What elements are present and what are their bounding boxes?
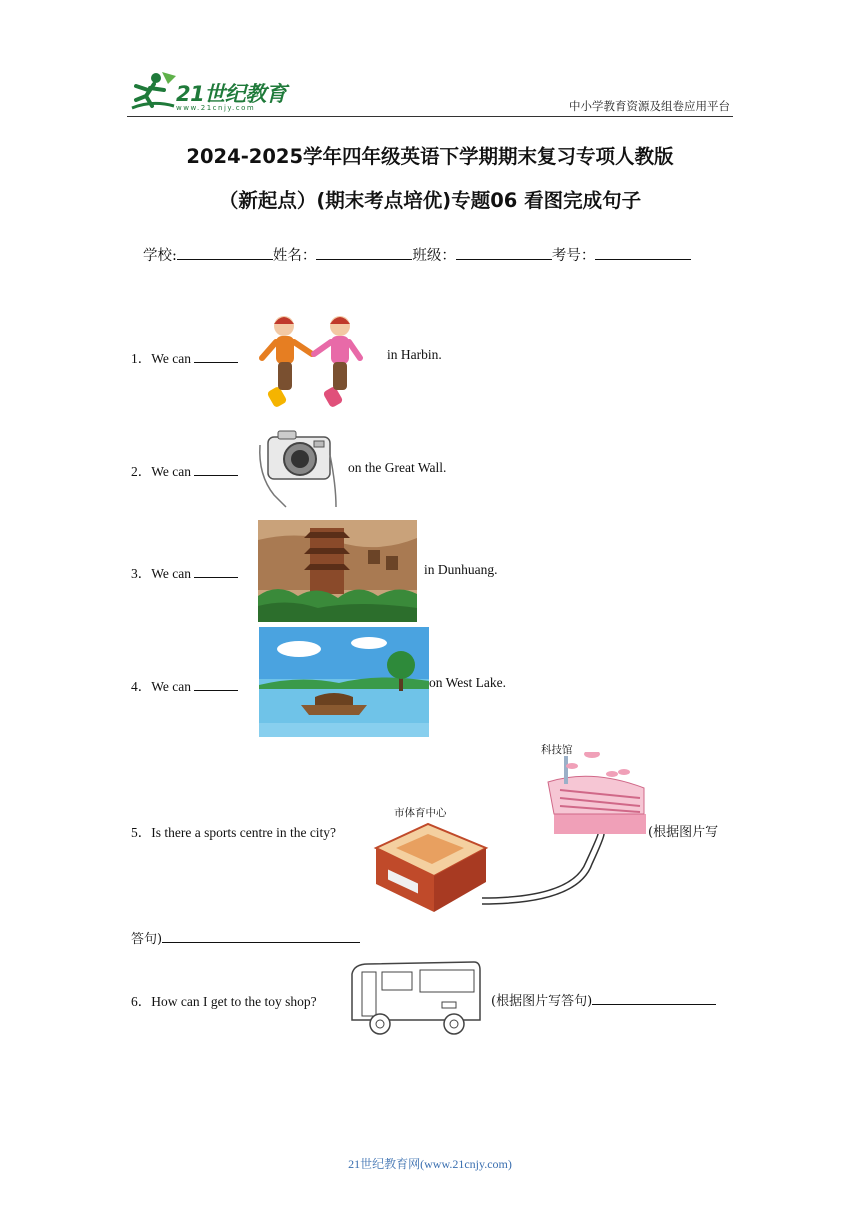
name-label: 姓名： (272, 248, 317, 264)
answer-blank-2[interactable] (194, 463, 238, 476)
page-footer: 21世纪教育网(www.21cnjy.com) (348, 1157, 512, 1171)
header-divider (127, 116, 733, 117)
school-blank[interactable] (177, 244, 273, 260)
answer-blank-4[interactable] (194, 678, 238, 691)
number-label: 考号： (551, 248, 596, 264)
skiing-kids-icon (256, 312, 366, 410)
camera-icon (256, 425, 342, 509)
answer-blank-3[interactable] (194, 565, 238, 578)
question-2-tail: on the Great Wall. (348, 460, 447, 475)
school-label: 学校: (143, 248, 177, 264)
question-3: 3．We can (131, 562, 238, 582)
question-5: 5．Is there a sports centre in the city? (131, 825, 337, 840)
question-4-tail: on West Lake. (429, 675, 507, 690)
page-title-line1: 2024-2025学年四年级英语下学期期末复习专项人教版 (186, 145, 674, 168)
student-info-line (143, 244, 691, 265)
logo-text: 21世纪教育 (176, 82, 287, 106)
answer-blank-1[interactable] (194, 350, 238, 363)
question-3-tail: in Dunhuang. (424, 562, 498, 577)
question-5-hint-a: (根据图片写 (648, 825, 719, 840)
class-label: 班级： (412, 248, 456, 264)
science-museum-label: 科技馆 (541, 744, 573, 756)
question-5-line2: 答句) (131, 928, 360, 947)
question-1-tail: in Harbin. (387, 347, 442, 362)
page-title-line2: （新起点）(期末考点培优)专题06 看图完成句子 (218, 189, 642, 212)
class-blank[interactable] (456, 244, 552, 260)
platform-name: 中小学教育资源及组卷应用平台 (569, 99, 730, 113)
answer-blank-5[interactable] (162, 930, 360, 943)
question-6: 6．How can I get to the toy shop? (131, 994, 317, 1009)
city-map-picture (372, 752, 652, 914)
sports-centre-label: 市体育中心 (394, 807, 447, 819)
west-lake-boat-picture (259, 627, 429, 737)
name-blank[interactable] (316, 244, 412, 260)
question-1: 1．We can (131, 347, 238, 367)
question-4: 4．We can (131, 675, 238, 695)
number-blank[interactable] (595, 244, 691, 260)
logo-subtext: www.21cnjy.com (176, 104, 256, 112)
answer-blank-6[interactable] (592, 992, 716, 1005)
question-6-hint: (根据图片写答句) (491, 990, 716, 1009)
question-2: 2．We can (131, 460, 238, 480)
bus-icon (346, 958, 482, 1036)
mogao-caves-picture (258, 520, 417, 622)
